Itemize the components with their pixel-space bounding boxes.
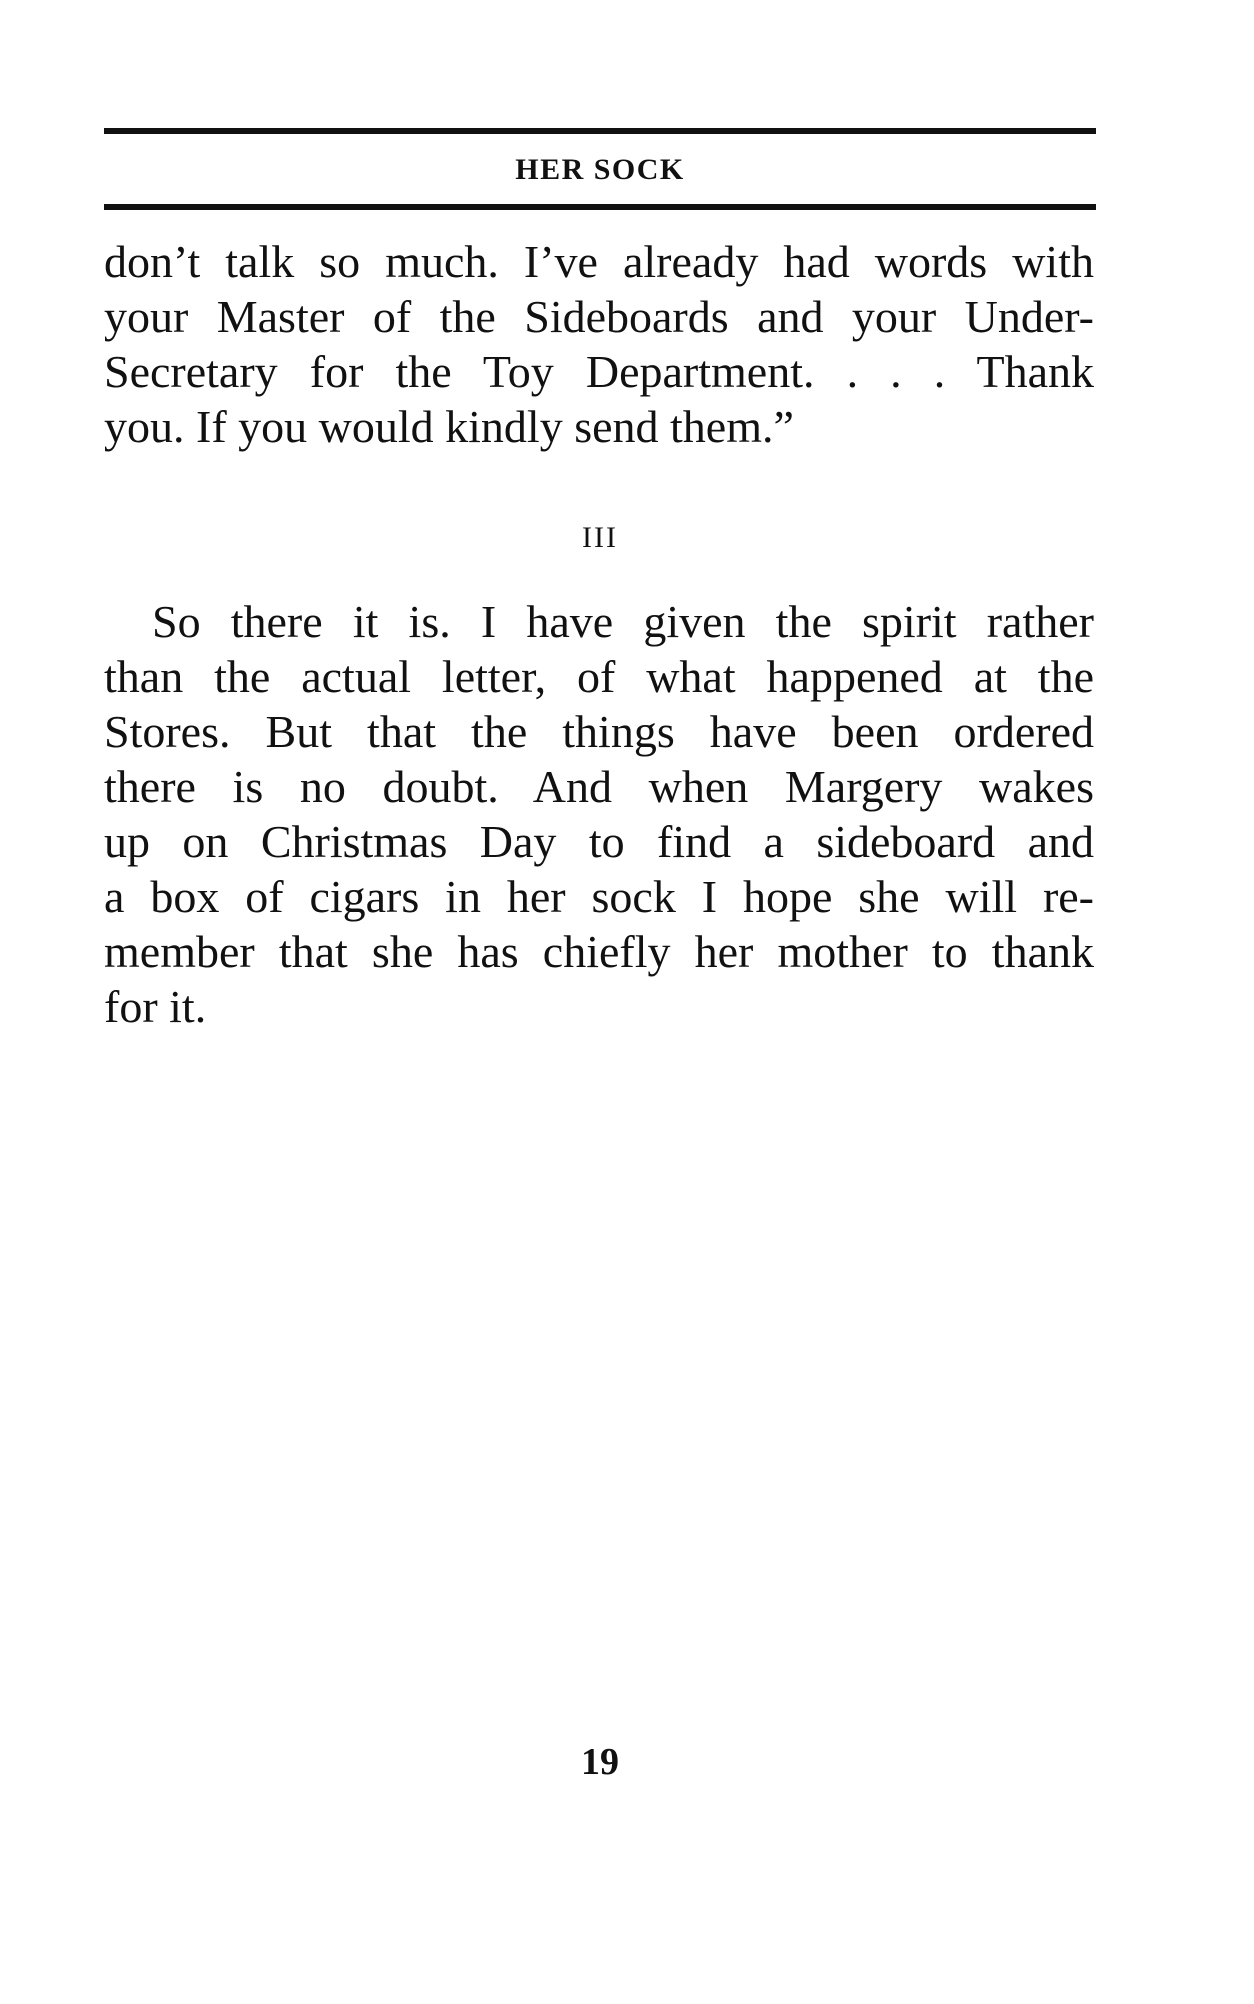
text-line: Secretary for the Toy Department. . . . Thank bbox=[104, 346, 1094, 397]
continuation-paragraph bbox=[104, 234, 1094, 454]
header-rule-bottom bbox=[104, 204, 1096, 210]
text-line: a box of cigars in her sock I hope she will re- bbox=[104, 871, 1094, 922]
text-line: than the actual letter, of what happened at the bbox=[104, 651, 1094, 702]
text-line: you. If you would kindly send them.” bbox=[104, 401, 794, 452]
text-line: don’t talk so much. I’ve already had words with bbox=[104, 236, 1094, 287]
section-paragraph bbox=[104, 594, 1094, 1034]
text-line: for it. bbox=[104, 981, 207, 1032]
text-line: up on Christmas Day to find a sideboard and bbox=[104, 816, 1094, 867]
text-line: member that she has chiefly her mother to thank bbox=[104, 926, 1094, 977]
header-rule-top bbox=[104, 128, 1096, 134]
running-head: HER SOCK bbox=[515, 153, 685, 186]
text-line: your Master of the Sideboards and your Under- bbox=[104, 291, 1094, 342]
page-number: 19 bbox=[581, 1741, 619, 1783]
text-line: Stores. But that the things have been ordered bbox=[104, 706, 1094, 757]
text-line: So there it is. I have given the spirit rather bbox=[152, 596, 1094, 647]
text-line: there is no doubt. And when Margery wakes bbox=[104, 761, 1094, 812]
section-numeral: III bbox=[582, 521, 618, 554]
